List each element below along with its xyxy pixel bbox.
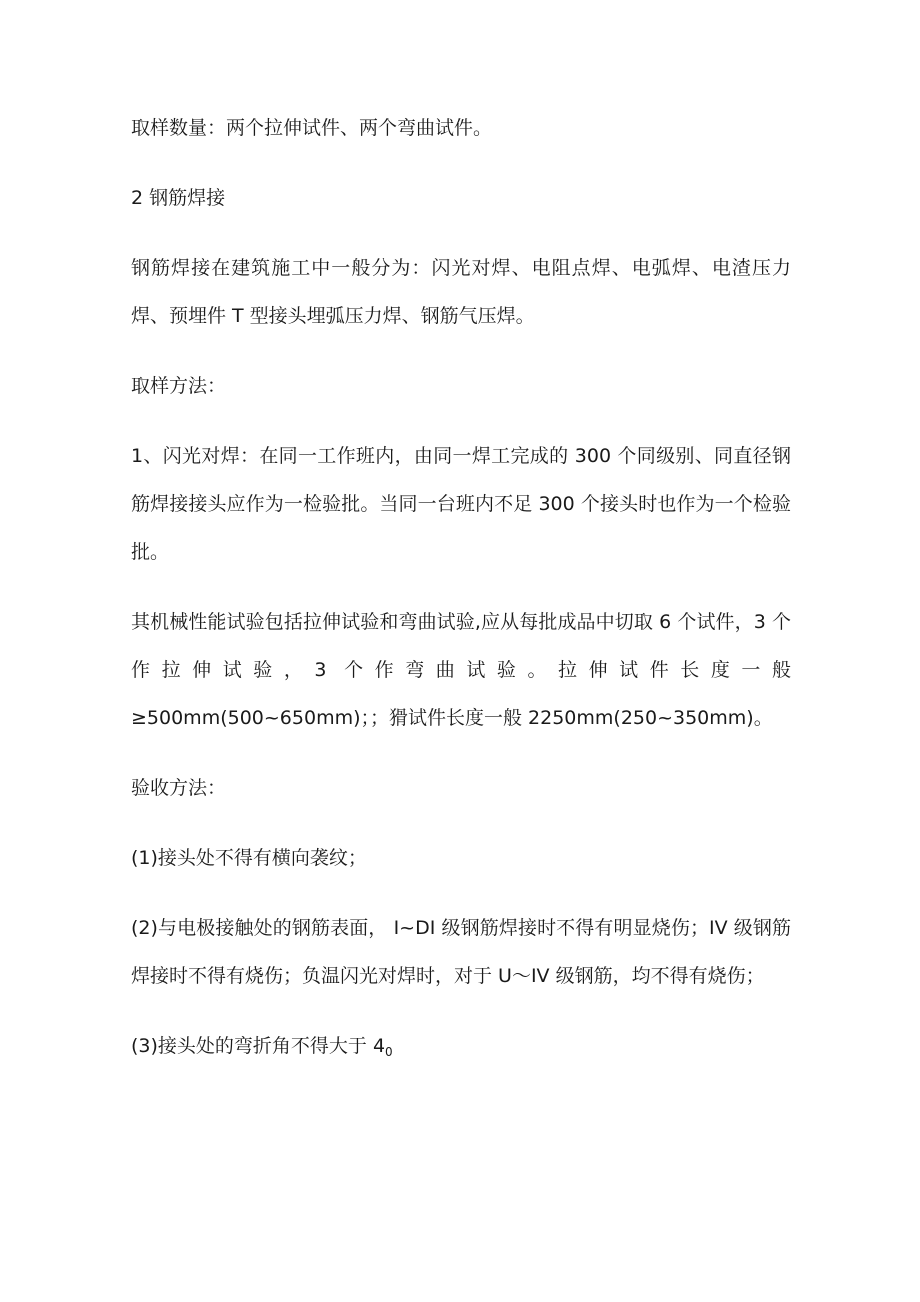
welding-types-paragraph: 钢筋焊接在建筑施工中一般分为：闪光对焊、电阻点焊、电弧焊、电渣压力焊、预埋件 T 型接头埋弧压力焊、钢筋气压焊。 — [131, 257, 791, 327]
section-heading-rebar-welding: 2 钢筋焊接 — [131, 187, 226, 209]
acceptance-item-3-text: (3)接头处的弯折角不得大于 4 — [131, 1035, 386, 1057]
document-body — [131, 104, 791, 1092]
flash-butt-welding-paragraph: 1、闪光对焊：在同一工作班内，由同一焊工完成的 300 个同级别、同直径钢筋焊接接头应作为一检验批。当同一台班内不足 300 个接头时也作为一个检验批。 — [131, 445, 791, 563]
acceptance-item-3 — [131, 1022, 791, 1070]
acceptance-method-heading: 验收方法： — [131, 777, 227, 799]
acceptance-item-3-subscript: 0 — [385, 1045, 393, 1059]
acceptance-item-1: (1)接头处不得有横向袭纹； — [131, 847, 367, 869]
sampling-quantity-paragraph: 取样数量：两个拉伸试件、两个弯曲试件。 — [131, 117, 493, 139]
sampling-method-heading: 取样方法： — [131, 375, 227, 397]
mechanical-tests-paragraph: 其机械性能试验包括拉伸试验和弯曲试验,应从每批成品中切取 6 个试件，3 个作拉伸试验，3 个作弯曲试验。拉伸试件长度一般≥500mm(500~650mm)；；猾试件长度一般 2250mm(250~350mm)。 — [131, 611, 791, 729]
acceptance-item-2: (2)与电极接触处的钢筋表面， I~DI 级钢筋焊接时不得有明显烧伤；IV 级钢筋焊接时不得有烧伤；负温闪光对焊时，对于 U～IV 级钢筋，均不得有烧伤； — [131, 917, 791, 987]
